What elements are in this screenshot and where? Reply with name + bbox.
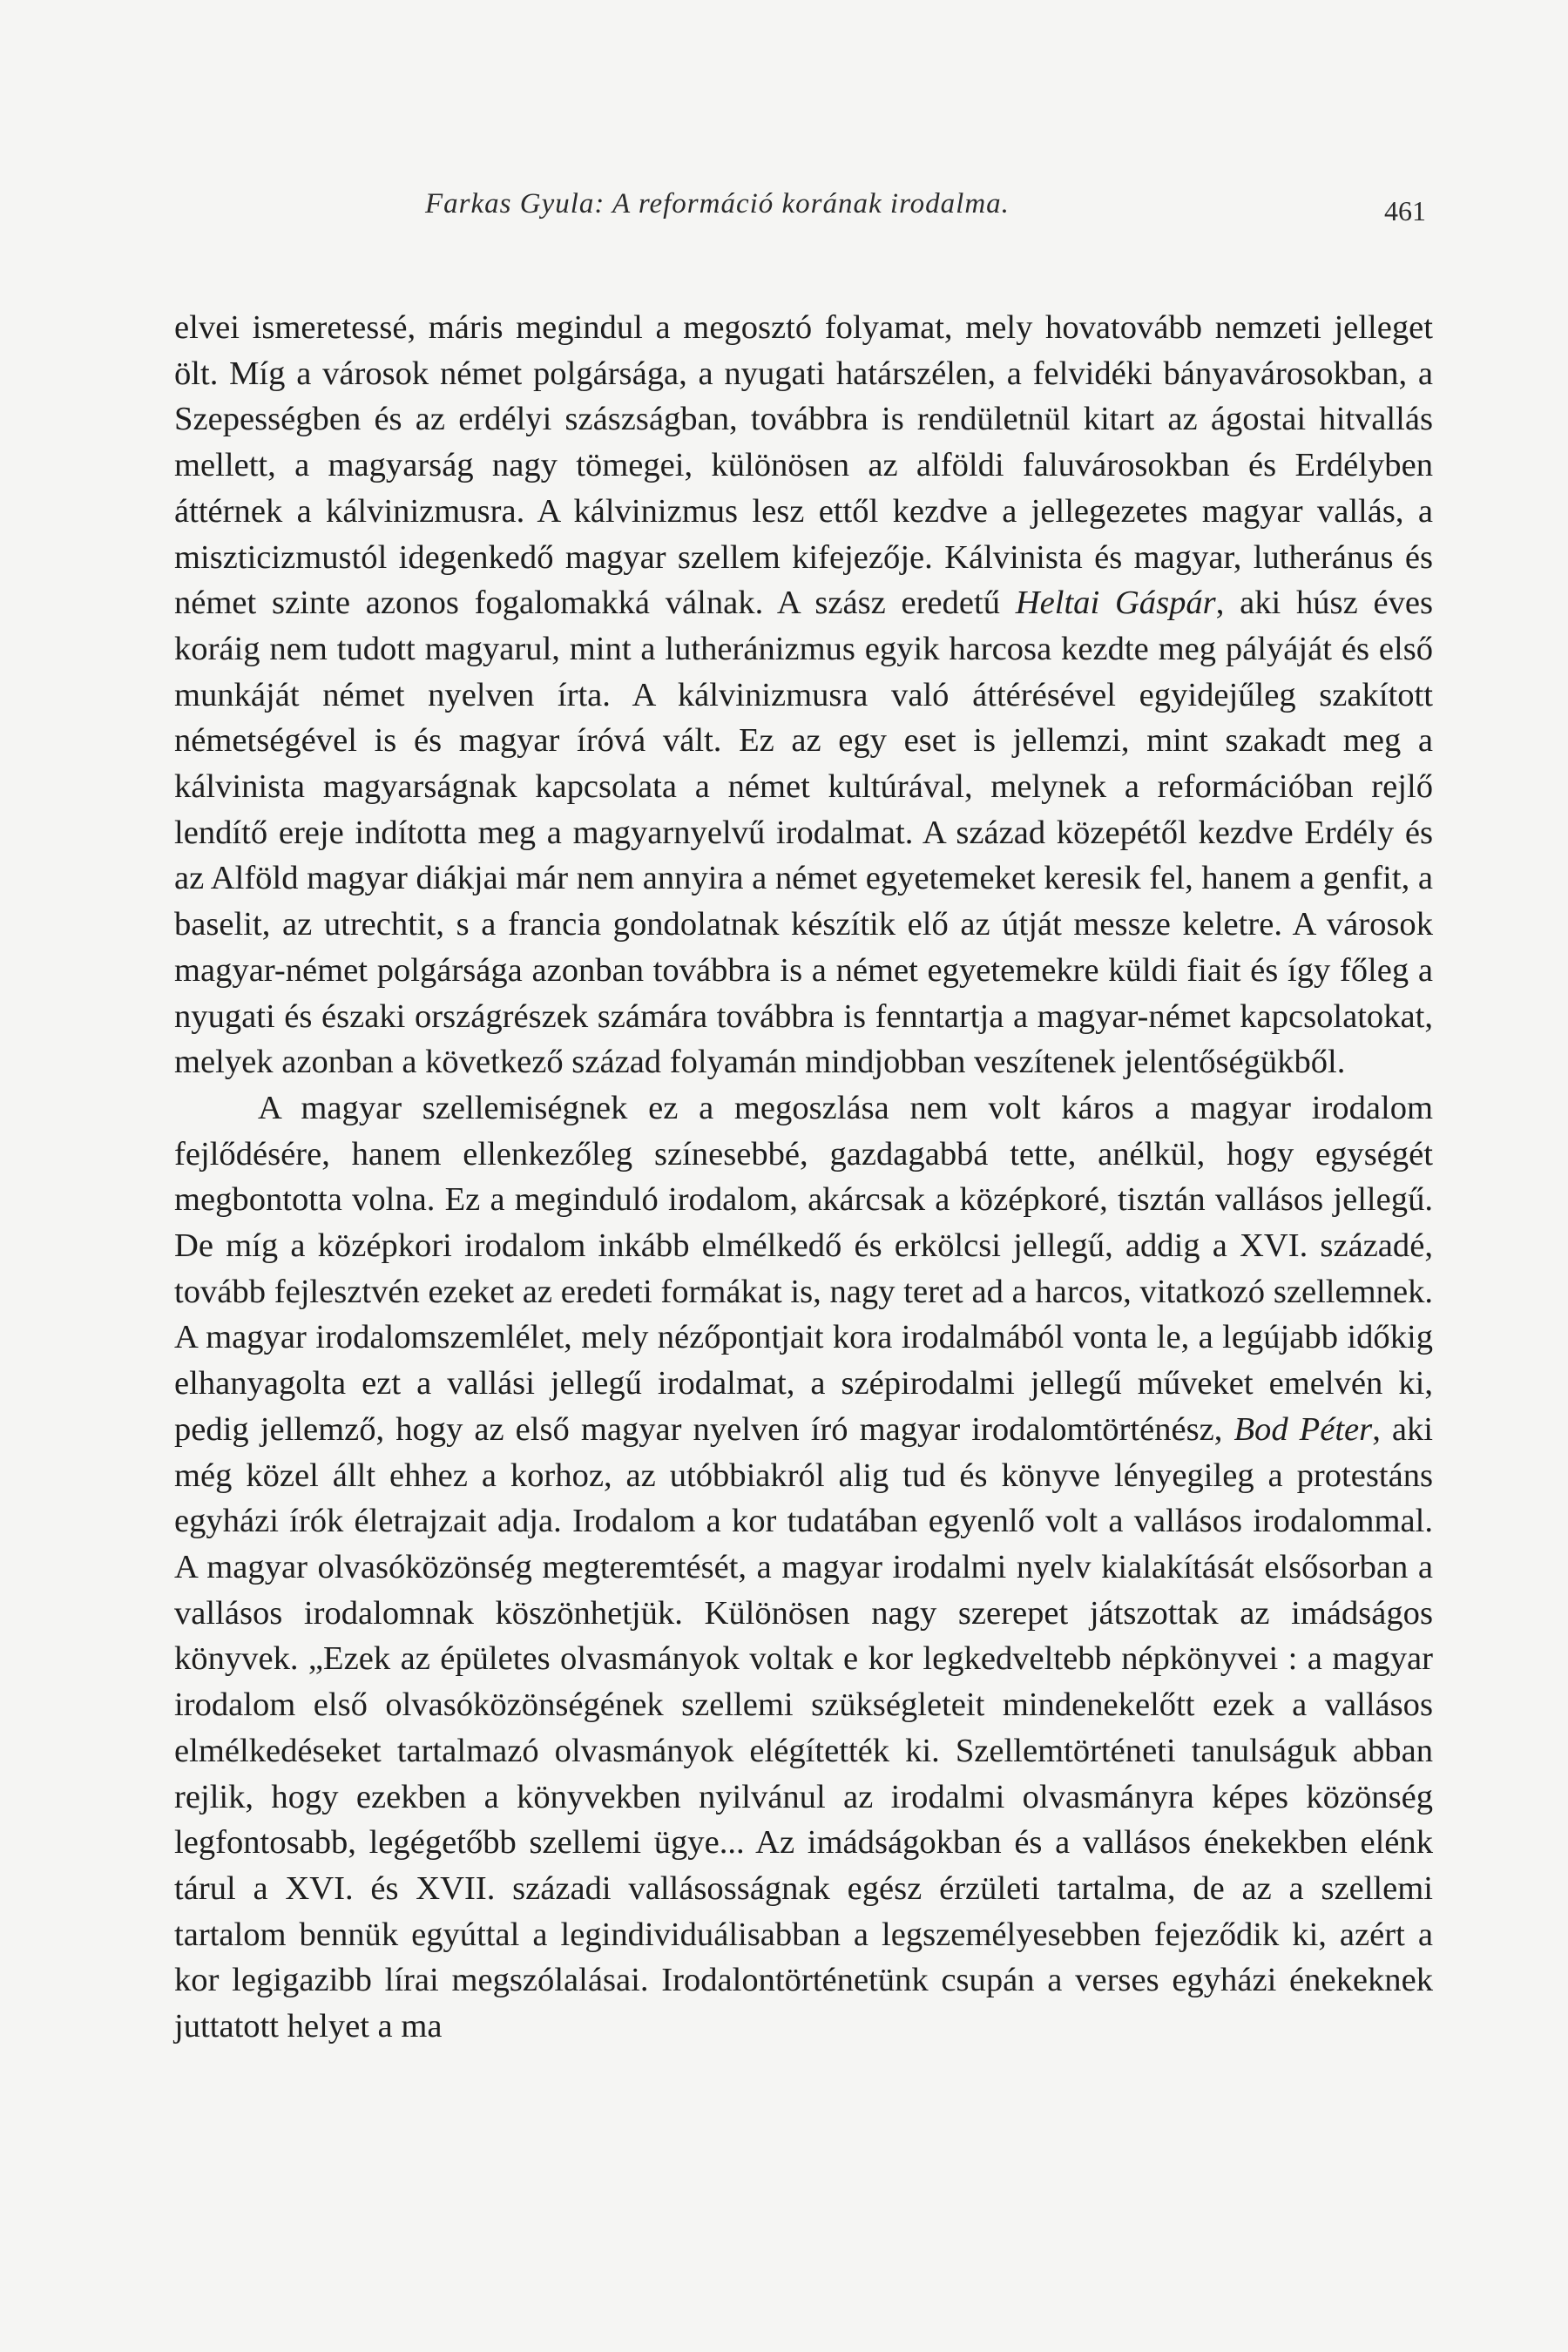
paragraph-2: [174, 1085, 1433, 2050]
paragraph-2-text-b: , aki még közel állt ehhez a korhoz, az utóbbiakról alig tud és könyve lényegileg a protestáns egyházi írók életrajzait adja. Irodalom a kor tudatában egyenlő volt a vallásos irodalommal. A magyar olvasóközönség megteremtését, a magyar irodalmi nyelv kialakítását elsősorban a vallásos irodalomnak köszönhetjük. Különösen nagy szerepet játszottak az imádságos könyvek. „Ezek az épületes olvasmányok voltak e kor legkedveltebb népkönyvei : a magyar irodalom első olvasóközönségének szellemi szükségleteit mindenekelőtt ezek a vallásos elmélkedéseket tartalmazó olvasmányok elégítették ki. Szellemtörténeti tanulságuk abban rejlik, hogy ezekben a könyvekben nyilvánul az irodalmi olvasmányra képes közönség legfontosabb, legégetőbb szellemi ügye... Az imádságokban és a vallásos énekekben elénk tárul a XVI. és XVII. századi vallásosságnak egész érzületi tartalma, de az a szellemi tartalom bennük egyúttal a legindividuálisabban a legszemélyesebben fejeződik ki, azért a kor legigazibb lírai megszólalásai. Irodalontörténetünk csupán a verses egyházi énekeknek juttatott helyet a ma: [174, 1410, 1433, 2045]
paragraph-1: [174, 305, 1433, 1085]
running-head: Farkas Gyula: A reformáció korának irodalma.: [425, 188, 1010, 220]
paragraph-2-text-a: A magyar szellemiségnek ez a megoszlása nem volt káros a magyar irodalom fejlődésére, hanem ellenkezőleg színesebbé, gazdagabbá tette, anélkül, hogy egységét megbontotta volna. Ez a meginduló irodalom, akárcsak a középkoré, tisztán vallásos jellegű. De míg a középkori irodalom inkább elmélkedő és erkölcsi jellegű, addig a XVI. századé, tovább fejlesztvén ezeket az eredeti formákat is, nagy teret ad a harcos, vitatkozó szellemnek. A magyar irodalomszemlélet, mely nézőpontjait kora irodalmából vonta le, a legújabb időkig elhanyagolta ezt a vallási jellegű irodalmat, a szépirodalmi jellegű műveket emelvén ki, pedig jellemző, hogy az első magyar nyelven író magyar irodalomtörténész,: [174, 1089, 1433, 1448]
body-text: [174, 305, 1433, 2050]
paragraph-1-text-a: elvei ismeretessé, máris megindul a megosztó folyamat, mely hovatovább nemzeti jelleget ölt. Míg a városok német polgársága, a nyugati határszélen, a felvidéki bányavárosokban, a Szepességben és az erdélyi szászságban, továbbra is rendületnül kitart az ágostai hitvallás mellett, a magyarság nagy tömegei, különösen az alföldi faluvárosokban és Erdélyben áttérnek a kálvinizmusra. A kálvinizmus lesz ettől kezdve a jellegezetes magyar vallás, a miszticizmustól idegenkedő magyar szellem kifejezője. Kálvinista és magyar, lutheránus és német szinte azonos fogalomakká válnak. A szász eredetű: [174, 309, 1433, 622]
page-header: [174, 183, 1433, 235]
author-name-heltai: Heltai Gáspár: [1015, 585, 1216, 622]
page-number: 461: [1384, 195, 1426, 226]
author-name-bod: Bod Péter: [1233, 1410, 1373, 1448]
paragraph-1-text-b: , aki húsz éves koráig nem tudott magyarul, mint a lutheránizmus egyik harcosa kezdte meg pályáját és első munkáját német nyelven írta. A kálvinizmusra való áttérésével egyidejűleg szakított németségével is és magyar íróvá vált. Ez az egy eset is jellemzi, mint szakadt meg a kálvinista magyarságnak kapcsolata a német kultúrával, melynek a reformációban rejlő lendítő ereje indította meg a magyarnyelvű irodalmat. A század közepétől kezdve Erdély és az Alföld magyar diákjai már nem annyira a német egyetemeket keresik fel, hanem a genfit, a baselit, az utrechtit, s a francia gondolatnak készítik elő az útját messze keletre. A városok magyar-német polgársága azonban továbbra is a német egyetemekre küldi fiait és így főleg a nyugati és északi országrészek számára továbbra is fenntartja a magyar-német kapcsolatokat, melyek azonban a következő század folyamán mindjobban veszítenek jelentőségükből.: [174, 585, 1433, 1081]
